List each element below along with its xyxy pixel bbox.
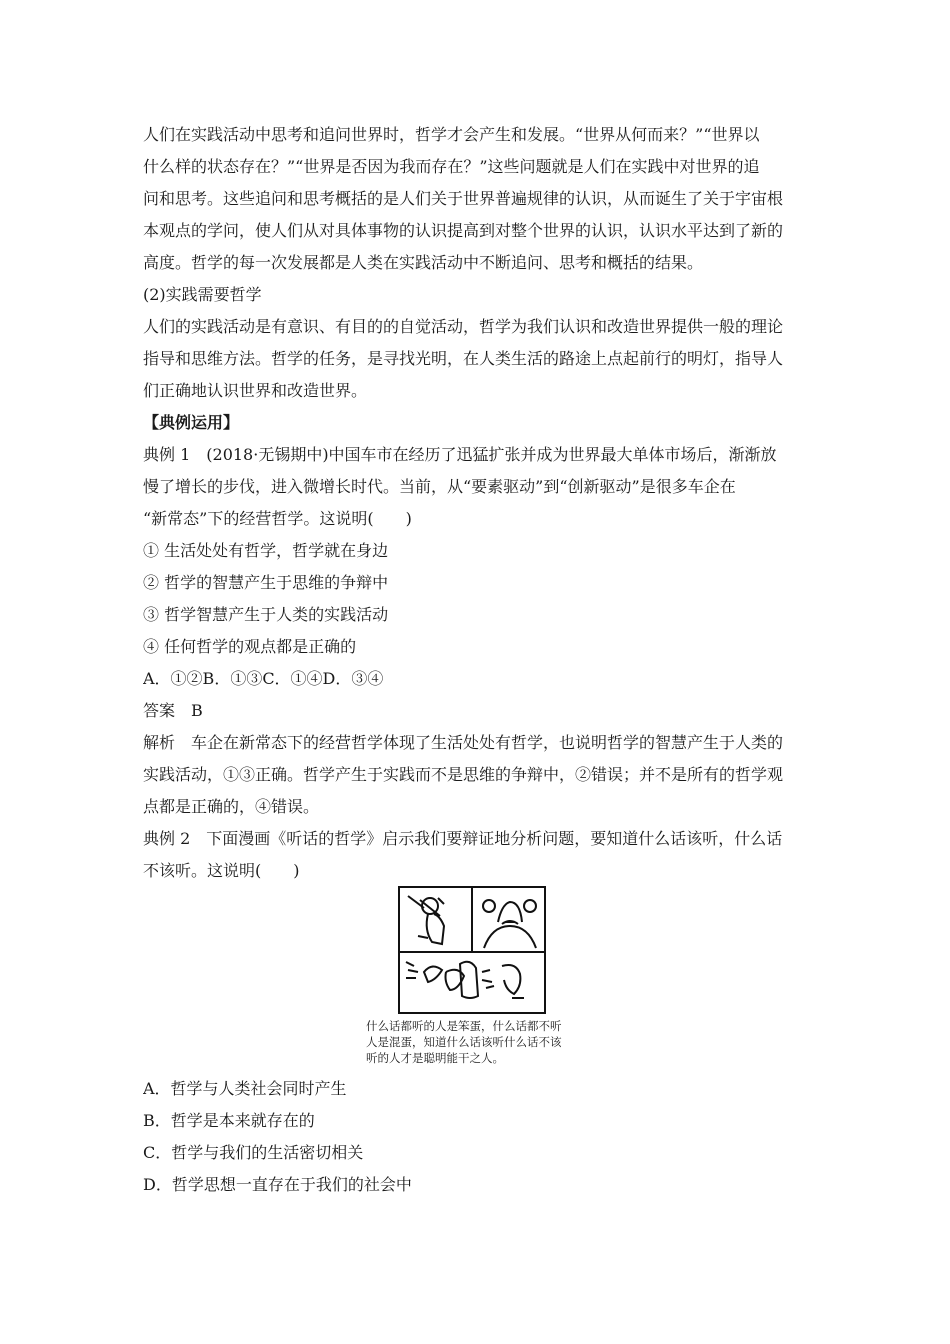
- example1-statement: ① 生活处处有哲学，哲学就在身边: [143, 541, 389, 560]
- paragraph-line: 指导和思维方法。哲学的任务，是寻找光明，在人类生活的路途上点起前行的明灯，指导人: [143, 349, 784, 368]
- example2-question: 典例 2 下面漫画《听话的哲学》启示我们要辩证地分析问题，要知道什么话该听，什么话: [143, 829, 783, 848]
- paragraph-line: 人们的实践活动是有意识、有目的的自觉活动，哲学为我们认识和改造世界提供一般的理论: [143, 317, 784, 336]
- example2-option-a: A．哲学与人类社会同时产生: [143, 1079, 347, 1098]
- example1-analysis: 解析 车企在新常态下的经营哲学体现了生活处处有哲学，也说明哲学的智慧产生于人类的: [143, 733, 784, 752]
- example1-analysis: 点都是正确的，④错误。: [143, 797, 320, 816]
- example1-statement: ② 哲学的智慧产生于思维的争辩中: [143, 573, 389, 592]
- paragraph-line: 高度。哲学的每一次发展都是人类在实践活动中不断追问、思考和概括的结果。: [143, 253, 704, 272]
- section-title: 【典例运用】: [143, 413, 240, 432]
- subheading: (2)实践需要哲学: [143, 285, 262, 304]
- example2-option-b: B．哲学是本来就存在的: [143, 1111, 315, 1130]
- cartoon-caption: 人是混蛋，知道什么话该听什么话不该: [366, 1035, 562, 1049]
- cartoon-caption: 什么话都听的人是笨蛋，什么话都不听: [366, 1019, 562, 1033]
- example2-option-c: C．哲学与我们的生活密切相关: [143, 1143, 364, 1162]
- example1-question: 典例 1 (2018·无锡期中)中国车市在经历了迅猛扩张并成为世界最大单体市场后，渐渐放: [143, 445, 777, 464]
- paragraph-line: 问和思考。这些追问和思考概括的是人们关于世界普遍规律的认识，从而诞生了关于宇宙根: [143, 189, 784, 208]
- example1-statement: ④ 任何哲学的观点都是正确的: [143, 637, 357, 656]
- example1-options: A．①②B．①③C．①④D．③④: [143, 669, 384, 688]
- paragraph-line: 人们在实践活动中思考和追问世界时，哲学才会产生和发展。“世界从何而来？”“世界以: [143, 125, 760, 144]
- cartoon-illustration: [398, 886, 546, 1014]
- example1-analysis: 实践活动，①③正确。哲学产生于实践而不是思维的争辩中，②错误；并不是所有的哲学观: [143, 765, 784, 784]
- paragraph-line: 本观点的学问，使人们从对具体事物的认识提高到对整个世界的认识，认识水平达到了新的: [143, 221, 784, 240]
- example2-option-d: D．哲学思想一直存在于我们的社会中: [143, 1175, 412, 1194]
- example1-statement: ③ 哲学智慧产生于人类的实践活动: [143, 605, 389, 624]
- paragraph-line: 们正确地认识世界和改造世界。: [143, 381, 368, 400]
- paragraph-line: 什么样的状态存在？”“世界是否因为我而存在？”这些问题就是人们在实践中对世界的追: [143, 157, 760, 176]
- example2-question: 不该听。这说明( ): [143, 861, 300, 880]
- example1-answer: 答案 B: [143, 701, 203, 720]
- example1-question: “新常态”下的经营哲学。这说明( ): [143, 509, 412, 528]
- cartoon-caption: 听的人才是聪明能干之人。: [366, 1051, 504, 1065]
- example1-question: 慢了增长的步伐，进入微增长时代。当前，从“要素驱动”到“创新驱动”是很多车企在: [143, 477, 736, 496]
